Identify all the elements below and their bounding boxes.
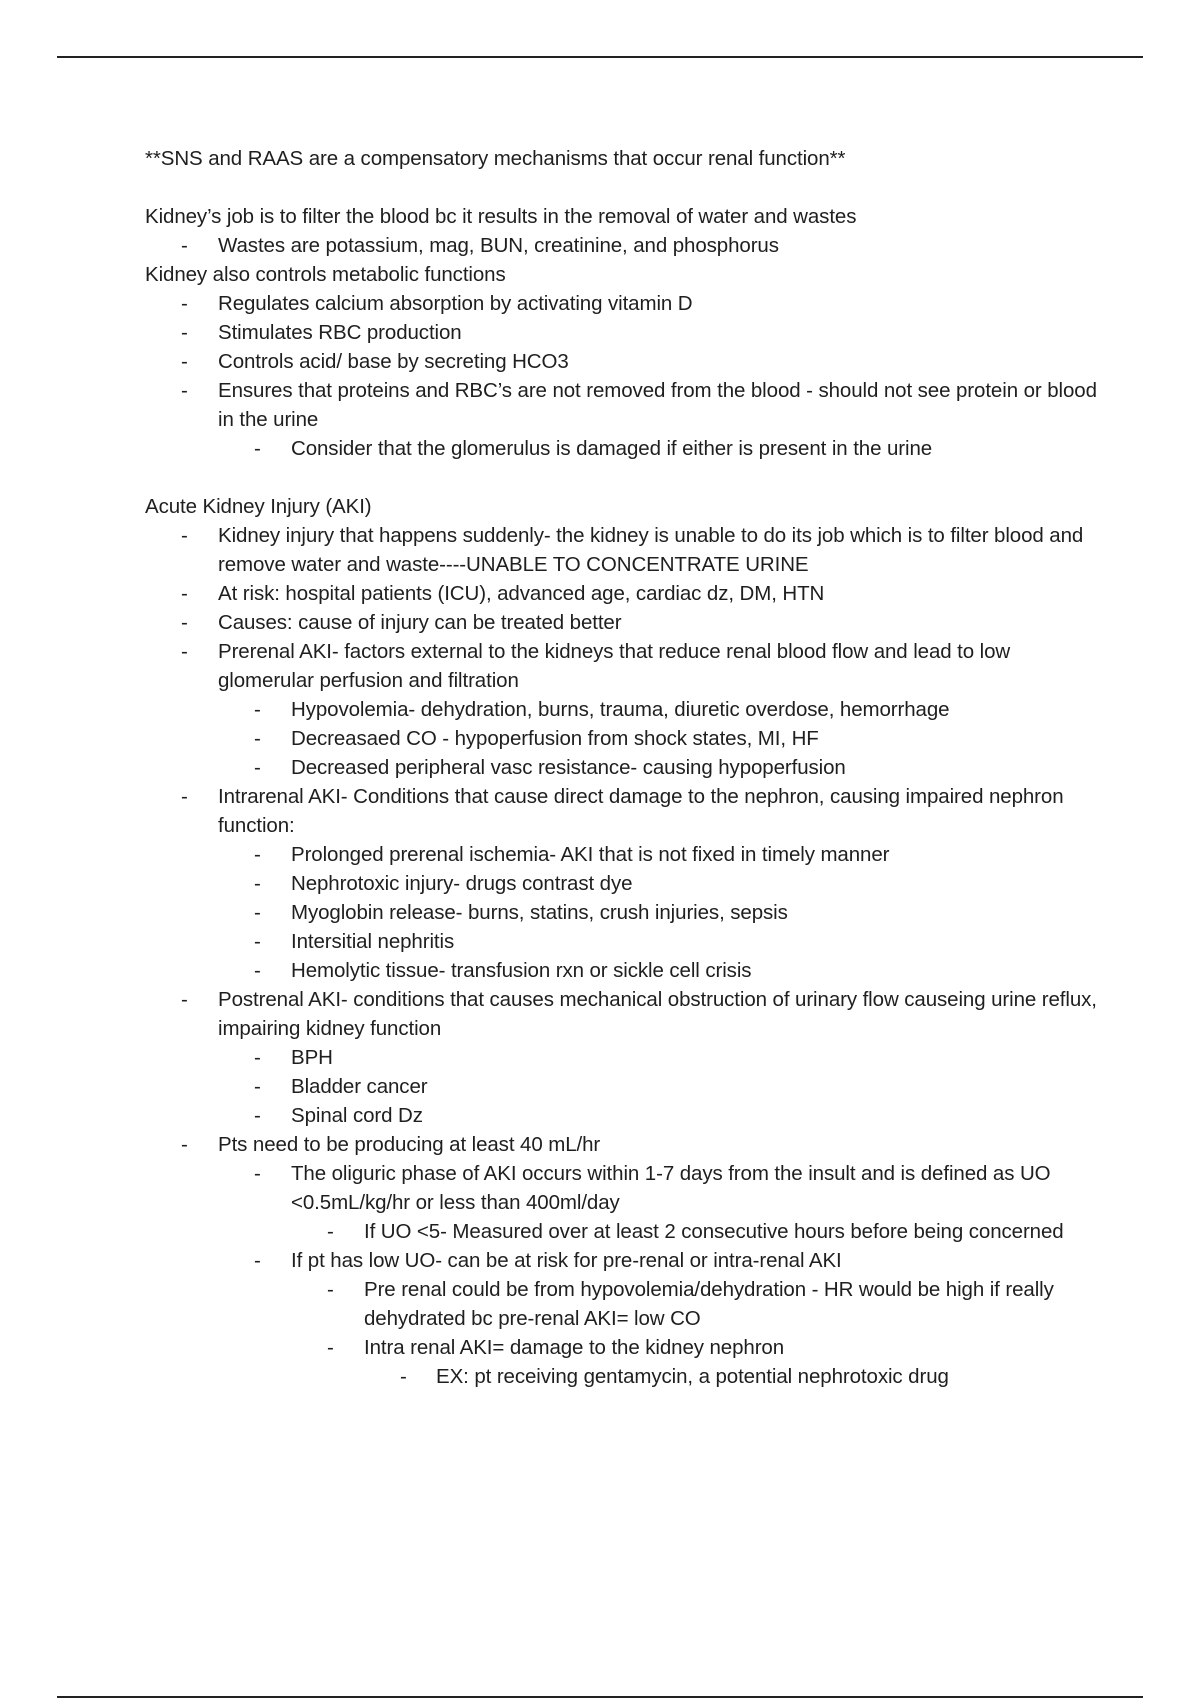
spacer xyxy=(145,463,1105,492)
list-item xyxy=(145,376,1105,434)
intrarenal-item: Nephrotoxic injury- drugs contrast dye xyxy=(291,872,633,895)
prerenal-item: Hypovolemia- dehydration, burns, trauma, diuretic overdose, hemorrhage xyxy=(291,698,950,721)
prerenal-item: Decreased peripheral vasc resistance- causing hypoperfusion xyxy=(291,756,846,779)
bullet-dash: - xyxy=(181,611,188,634)
bullet-dash: - xyxy=(327,1278,334,1301)
aki-definition: Kidney injury that happens suddenly- the kidney is unable to do its job which is to filter blood and remove water and waste----UNABLE TO CONCENTRATE URINE xyxy=(218,524,1084,576)
list-item xyxy=(145,434,1105,463)
list-item xyxy=(145,1333,1105,1362)
postrenal-item: BPH xyxy=(291,1046,333,1069)
list-item xyxy=(145,1130,1105,1159)
postrenal-text: Postrenal AKI- conditions that causes mechanical obstruction of urinary flow causeing urine reflux, impairing kidney function xyxy=(218,988,1097,1040)
aki-causes: Causes: cause of injury can be treated better xyxy=(218,611,622,634)
bullet-dash: - xyxy=(181,640,188,663)
bullet-dash: - xyxy=(254,756,261,779)
bullet-dash: - xyxy=(254,1162,261,1185)
metabolic-item: Stimulates RBC production xyxy=(218,321,462,344)
intrarenal-item: Myoglobin release- burns, statins, crush injuries, sepsis xyxy=(291,901,788,924)
list-item xyxy=(145,347,1105,376)
pre-renal-note: Pre renal could be from hypovolemia/dehydration - HR would be high if really dehydrated bc pre-renal AKI= low CO xyxy=(364,1278,1054,1330)
bullet-dash: - xyxy=(254,698,261,721)
list-item xyxy=(145,1246,1105,1275)
bullet-dash: - xyxy=(254,872,261,895)
metabolic-item: Ensures that proteins and RBC’s are not removed from the blood - should not see protein or blood in the urine xyxy=(218,379,1097,431)
low-uo-text: If pt has low UO- can be at risk for pre-renal or intra-renal AKI xyxy=(291,1249,842,1272)
list-item xyxy=(145,840,1105,869)
document-body xyxy=(145,144,1105,1391)
list-item xyxy=(145,1043,1105,1072)
list-item xyxy=(145,637,1105,695)
bullet-dash: - xyxy=(181,234,188,257)
bullet-dash: - xyxy=(181,582,188,605)
aki-at-risk: At risk: hospital patients (ICU), advanced age, cardiac dz, DM, HTN xyxy=(218,582,825,605)
postrenal-item: Spinal cord Dz xyxy=(291,1104,423,1127)
list-item xyxy=(145,782,1105,840)
intrarenal-item: Prolonged prerenal ischemia- AKI that is not fixed in timely manner xyxy=(291,843,890,866)
bullet-dash: - xyxy=(400,1365,407,1388)
list-item xyxy=(145,724,1105,753)
bullet-dash: - xyxy=(254,437,261,460)
bullet-dash: - xyxy=(254,1249,261,1272)
bullet-dash: - xyxy=(181,321,188,344)
oliguric-sub-text: If UO <5- Measured over at least 2 consecutive hours before being concerned xyxy=(364,1220,1064,1243)
kidney-job-text: Kidney’s job is to filter the blood bc it results in the removal of water and wastes xyxy=(145,205,857,228)
list-item xyxy=(145,695,1105,724)
bullet-dash: - xyxy=(254,727,261,750)
heading-note: **SNS and RAAS are a compensatory mechanisms that occur renal function** xyxy=(145,147,846,170)
bullet-dash: - xyxy=(327,1220,334,1243)
spacer xyxy=(145,173,1105,202)
wastes-text: Wastes are potassium, mag, BUN, creatinine, and phosphorus xyxy=(218,234,779,257)
bullet-dash: - xyxy=(327,1336,334,1359)
intrarenal-item: Intersitial nephritis xyxy=(291,930,455,953)
list-item xyxy=(145,231,1105,260)
prerenal-text: Prerenal AKI- factors external to the kidneys that reduce renal blood flow and lead to low glomerular perfusion and filtration xyxy=(218,640,1011,692)
list-item xyxy=(145,753,1105,782)
list-item xyxy=(145,608,1105,637)
list-item xyxy=(145,521,1105,579)
output-text: Pts need to be producing at least 40 mL/hr xyxy=(218,1133,601,1156)
bullet-dash: - xyxy=(254,1104,261,1127)
list-item xyxy=(145,1217,1105,1246)
list-item xyxy=(145,869,1105,898)
bullet-dash: - xyxy=(181,292,188,315)
metabolic-item: Regulates calcium absorption by activating vitamin D xyxy=(218,292,693,315)
list-item xyxy=(145,985,1105,1043)
bullet-dash: - xyxy=(254,1075,261,1098)
example-text: EX: pt receiving gentamycin, a potential nephrotoxic drug xyxy=(436,1365,949,1388)
list-item xyxy=(145,1275,1105,1333)
list-item xyxy=(145,898,1105,927)
aki-title: Acute Kidney Injury (AKI) xyxy=(145,495,372,518)
oliguric-text: The oliguric phase of AKI occurs within 1-7 days from the insult and is defined as UO <0.5mL/kg/hr or less than 400ml/day xyxy=(291,1162,1051,1214)
intrarenal-text: Intrarenal AKI- Conditions that cause direct damage to the nephron, causing impaired nephron function: xyxy=(218,785,1064,837)
bullet-dash: - xyxy=(181,988,188,1011)
bullet-dash: - xyxy=(254,930,261,953)
intra-renal-note: Intra renal AKI= damage to the kidney nephron xyxy=(364,1336,785,1359)
list-item xyxy=(145,1159,1105,1217)
postrenal-item: Bladder cancer xyxy=(291,1075,428,1098)
bottom-rule xyxy=(57,1696,1143,1698)
bullet-dash: - xyxy=(254,843,261,866)
bullet-dash: - xyxy=(254,959,261,982)
bullet-dash: - xyxy=(181,350,188,373)
prerenal-item: Decreasaed CO - hypoperfusion from shock states, MI, HF xyxy=(291,727,819,750)
list-item xyxy=(145,289,1105,318)
metabolic-item: Controls acid/ base by secreting HCO3 xyxy=(218,350,569,373)
bullet-dash: - xyxy=(181,379,188,402)
bullet-dash: - xyxy=(254,1046,261,1069)
bullet-dash: - xyxy=(254,901,261,924)
bullet-dash: - xyxy=(181,524,188,547)
intrarenal-item: Hemolytic tissue- transfusion rxn or sickle cell crisis xyxy=(291,959,752,982)
list-item xyxy=(145,956,1105,985)
list-item xyxy=(145,927,1105,956)
bullet-dash: - xyxy=(181,1133,188,1156)
list-item xyxy=(145,579,1105,608)
glomerulus-note: Consider that the glomerulus is damaged if either is present in the urine xyxy=(291,437,933,460)
list-item xyxy=(145,1362,1105,1391)
list-item xyxy=(145,318,1105,347)
top-rule xyxy=(57,56,1143,58)
bullet-dash: - xyxy=(181,785,188,808)
list-item xyxy=(145,1101,1105,1130)
kidney-metabolic-text: Kidney also controls metabolic functions xyxy=(145,263,506,286)
list-item xyxy=(145,1072,1105,1101)
